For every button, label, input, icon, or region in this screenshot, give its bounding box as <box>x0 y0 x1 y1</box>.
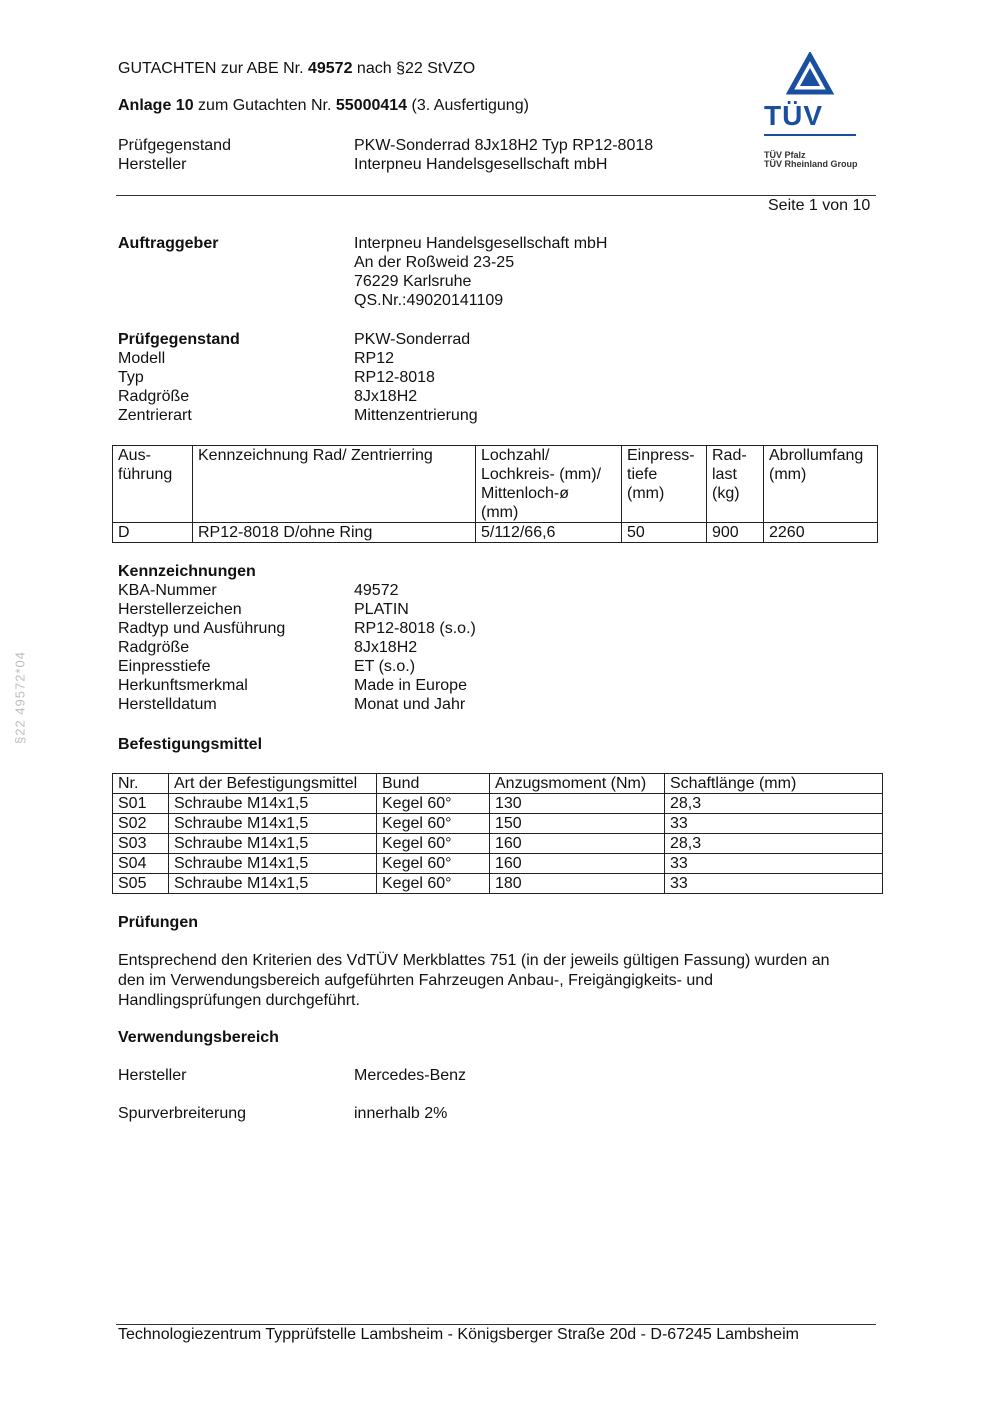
rad-cell: D <box>113 523 193 543</box>
header-pruef-value: PKW-Sonderrad 8Jx18H2 Typ RP12-8018 <box>354 137 654 154</box>
pruef-row-label: Modell <box>118 350 166 367</box>
bef-cell: 33 <box>665 854 883 874</box>
address-line: 76229 Karlsruhe <box>354 273 472 290</box>
tuv-logo <box>758 52 868 176</box>
kennz-value: ET (s.o.) <box>354 658 416 675</box>
pruefungen-heading: Prüfungen <box>118 914 198 931</box>
pruef-row-label: Radgröße <box>118 388 190 405</box>
rad-header-cell: Rad- last (kg) <box>707 446 764 523</box>
vb-hersteller-label: Hersteller <box>118 1067 187 1084</box>
pruefungen-line: Handlingsprüfungen durchgeführt. <box>118 992 360 1009</box>
rad-header-cell: Abrollumfang (mm) <box>764 446 878 523</box>
annex-edition: (3. Ausfertigung) <box>411 97 529 114</box>
annex-label: Anlage 10 <box>118 97 194 114</box>
pruef-row-value: 8Jx18H2 <box>354 388 418 405</box>
bef-cell: Schraube M14x1,5 <box>169 814 377 834</box>
page-number: Seite 1 von 10 <box>768 197 871 214</box>
bef-cell: 160 <box>490 854 665 874</box>
rad-cell: 900 <box>707 523 764 543</box>
kennz-label: Radtyp und Ausführung <box>118 620 286 637</box>
header-pruef-label: Prüfgegenstand <box>118 137 231 154</box>
bef-cell: 28,3 <box>665 794 883 814</box>
rad-cell: RP12-8018 D/ohne Ring <box>193 523 476 543</box>
header-title-line <box>118 59 475 78</box>
header-annex-line <box>118 96 529 115</box>
pruef-row-value: RP12-8018 <box>354 369 435 386</box>
vb-hersteller-value: Mercedes-Benz <box>354 1067 467 1084</box>
bef-header-cell: Nr. <box>113 774 169 794</box>
rad-header-cell: Kennzeichnung Rad/ Zentrierring <box>193 446 476 523</box>
kennz-label: Einpresstiefe <box>118 658 211 675</box>
rad-cell: 50 <box>622 523 707 543</box>
table-row <box>113 794 883 814</box>
rad-table-header <box>113 446 878 523</box>
bef-header-cell: Anzugsmoment (Nm) <box>490 774 665 794</box>
pruefungen-line: Entsprechend den Kriterien des VdTÜV Merkblattes 751 (in der jeweils gültigen Fassung) wurden an <box>118 952 830 969</box>
header-hersteller-label: Hersteller <box>118 156 187 173</box>
abe-number: 49572 <box>307 60 353 77</box>
bef-cell: 160 <box>490 834 665 854</box>
bef-cell: Kegel 60° <box>377 794 490 814</box>
kennz-label: KBA-Nummer <box>118 582 217 599</box>
bef-cell: Kegel 60° <box>377 874 490 894</box>
side-note: §22 49572*04 <box>12 651 28 744</box>
kennzeichnungen-heading: Kennzeichnungen <box>118 563 256 580</box>
bef-cell: S04 <box>113 854 169 874</box>
kennz-value: PLATIN <box>354 601 409 618</box>
vb-spur-value: innerhalb 2% <box>354 1105 448 1122</box>
kennz-value: RP12-8018 (s.o.) <box>354 620 476 637</box>
table-row <box>113 834 883 854</box>
address-line: An der Roßweid 23-25 <box>354 254 515 271</box>
verwendungsbereich-heading: Verwendungsbereich <box>118 1029 279 1046</box>
befestigung-table <box>112 773 883 894</box>
vb-spur-label: Spurverbreiterung <box>118 1105 247 1122</box>
kennz-value: Monat und Jahr <box>354 696 466 713</box>
bef-cell: 28,3 <box>665 834 883 854</box>
kennz-label: Herkunftsmerkmal <box>118 677 248 694</box>
pruef-row-value: RP12 <box>354 350 395 367</box>
table-row <box>113 814 883 834</box>
kennz-value: Made in Europe <box>354 677 467 694</box>
address-line: QS.Nr.:49020141109 <box>354 292 504 309</box>
bef-cell: S03 <box>113 834 169 854</box>
rad-header-cell: Lochzahl/ Lochkreis- (mm)/ Mittenloch-ø (mm) <box>476 446 622 523</box>
befestigung-heading: Befestigungsmittel <box>118 736 263 753</box>
header-divider <box>116 195 876 196</box>
auftraggeber-address <box>354 234 607 310</box>
kennzeichnungen-labels <box>118 562 285 714</box>
address-line: Interpneu Handelsgesellschaft mbH <box>354 235 608 252</box>
kennz-label: Herstellerzeichen <box>118 601 242 618</box>
table-row <box>113 874 883 894</box>
bef-cell: S01 <box>113 794 169 814</box>
bef-cell: 150 <box>490 814 665 834</box>
footer-text: Technologiezentrum Typprüfstelle Lambsheim - Königsberger Straße 20d - D-67245 Lambsheim <box>118 1326 799 1343</box>
bef-cell: Kegel 60° <box>377 814 490 834</box>
auftraggeber-label: Auftraggeber <box>118 235 219 252</box>
rad-cell: 5/112/66,6 <box>476 523 622 543</box>
pruef-row-label: Zentrierart <box>118 407 192 424</box>
befestigung-header <box>113 774 883 794</box>
logo-line-1: TÜV Pfalz <box>764 150 806 160</box>
rad-cell: 2260 <box>764 523 878 543</box>
rad-header-cell: Einpress- tiefe (mm) <box>622 446 707 523</box>
bef-cell: Schraube M14x1,5 <box>169 794 377 814</box>
table-row <box>113 854 883 874</box>
report-number: 55000414 <box>335 97 408 114</box>
rad-table <box>112 445 878 543</box>
kennz-value: 8Jx18H2 <box>354 639 418 656</box>
bef-cell: Schraube M14x1,5 <box>169 834 377 854</box>
bef-cell: Schraube M14x1,5 <box>169 854 377 874</box>
logo-rule <box>764 134 856 136</box>
pruefungen-line: den im Verwendungsbereich aufgeführten Fahrzeugen Anbau-, Freigängigkeits- und <box>118 972 714 989</box>
bef-header-cell: Bund <box>377 774 490 794</box>
header-hersteller-value: Interpneu Handelsgesellschaft mbH <box>354 156 608 173</box>
bef-header-cell: Art der Befestigungsmittel <box>169 774 377 794</box>
table-row <box>113 523 878 543</box>
logo-brand: TÜV <box>764 100 823 131</box>
bef-cell: 180 <box>490 874 665 894</box>
bef-cell: S05 <box>113 874 169 894</box>
pruefgegenstand-heading: Prüfgegenstand <box>118 331 240 348</box>
bef-cell: 130 <box>490 794 665 814</box>
kennzeichnungen-values <box>354 581 476 714</box>
header-title-suffix: nach §22 StVZO <box>356 60 476 77</box>
pruefungen-text <box>118 951 830 1011</box>
kennz-value: 49572 <box>354 582 399 599</box>
kennz-label: Radgröße <box>118 639 190 656</box>
bef-cell: 33 <box>665 874 883 894</box>
bef-cell: Schraube M14x1,5 <box>169 874 377 894</box>
bef-cell: 33 <box>665 814 883 834</box>
annex-mid: zum Gutachten Nr. <box>198 97 332 114</box>
pruef-row-value: Mittenzentrierung <box>354 407 478 424</box>
rad-header-cell: Aus- führung <box>113 446 193 523</box>
pruef-row-label: Typ <box>118 369 144 386</box>
bef-cell: Kegel 60° <box>377 854 490 874</box>
pruefgegenstand-values <box>354 330 478 425</box>
pruefgegenstand-labels <box>118 330 240 425</box>
kennz-label: Herstelldatum <box>118 696 217 713</box>
logo-line-2: TÜV Rheinland Group <box>764 159 858 169</box>
bef-header-cell: Schaftlänge (mm) <box>665 774 883 794</box>
bef-cell: Kegel 60° <box>377 834 490 854</box>
header-title-prefix: GUTACHTEN zur ABE Nr. <box>118 60 304 77</box>
bef-cell: S02 <box>113 814 169 834</box>
pruefgegenstand-heading-value: PKW-Sonderrad <box>354 331 471 348</box>
